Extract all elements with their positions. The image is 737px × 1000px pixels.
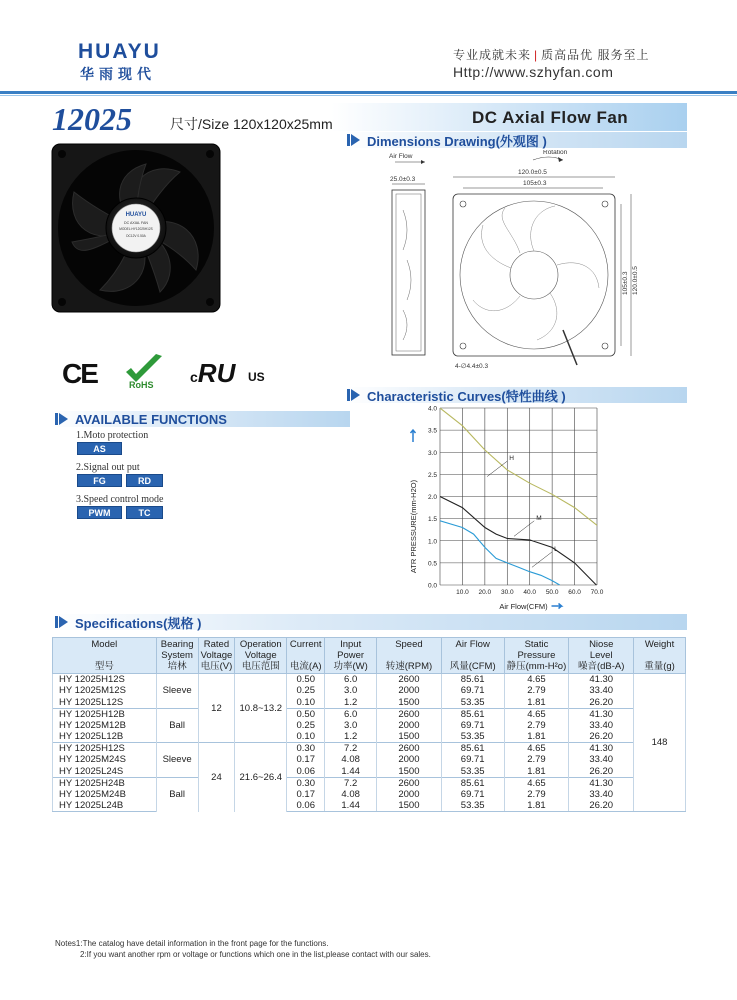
table-cell: 0.30 bbox=[287, 743, 325, 755]
y-tick-label: 0.5 bbox=[427, 560, 437, 568]
section-arrow-icon bbox=[55, 412, 69, 426]
table-cell: 69.71 bbox=[441, 685, 504, 697]
table-header-row bbox=[53, 638, 686, 674]
product-type: DC Axial Flow Fan bbox=[472, 108, 629, 127]
width-outer-label: 120.0±0.5 bbox=[518, 169, 547, 176]
y-tick-label: 2.0 bbox=[427, 494, 437, 501]
table-cell: 12 bbox=[198, 674, 235, 743]
functions-title: AVAILABLE FUNCTIONS bbox=[75, 411, 227, 427]
table-cell: 33.40 bbox=[569, 789, 634, 801]
badge-pwm: PWM bbox=[77, 506, 122, 519]
header-line: 培林 bbox=[167, 661, 187, 672]
specifications-table bbox=[52, 637, 686, 812]
header-line: 噪音(dB-A) bbox=[577, 661, 625, 672]
table-row bbox=[53, 789, 686, 801]
table-cell: 33.40 bbox=[569, 754, 634, 766]
brand-logo-en: HUAYU bbox=[78, 40, 161, 63]
x-tick-label: 70.0 bbox=[590, 589, 604, 596]
model-number: 12025 bbox=[52, 101, 132, 137]
table-cell: 26.20 bbox=[569, 766, 634, 778]
table-cell: HY 12025H12S bbox=[53, 743, 157, 755]
table-cell: 1.2 bbox=[325, 697, 377, 709]
table-cell: HY 12025M24B bbox=[53, 789, 157, 801]
series-label-leader bbox=[514, 521, 534, 536]
height-hole-label: 105±0.3 bbox=[622, 271, 629, 295]
air-flow-label: Air Flow bbox=[389, 153, 413, 160]
table-header-cell bbox=[156, 638, 198, 674]
table-cell: 3.0 bbox=[325, 720, 377, 732]
header-line: Model bbox=[91, 639, 118, 650]
header-line: 重量(g) bbox=[644, 661, 675, 672]
table-cell: HY 12025L12B bbox=[53, 731, 157, 743]
table-header-cell bbox=[377, 638, 442, 674]
header-line: Input bbox=[340, 639, 362, 650]
table-cell: 2000 bbox=[377, 720, 442, 732]
y-tick-label: 3.5 bbox=[427, 427, 437, 435]
website-link[interactable]: Http://www.szhyfan.com bbox=[453, 64, 614, 80]
table-cell: Ball bbox=[156, 777, 198, 812]
specs-title: Specifications(规格 ) bbox=[75, 615, 202, 631]
table-cell: 2.79 bbox=[504, 789, 569, 801]
header-line: Bearing bbox=[160, 639, 194, 650]
header-line: 转速(RPM) bbox=[385, 661, 433, 672]
header-line bbox=[379, 650, 439, 661]
header-line bbox=[55, 650, 154, 661]
y-tick-label: 4.0 bbox=[427, 405, 437, 413]
header-rule bbox=[0, 91, 737, 94]
badge-rd: RD bbox=[126, 474, 163, 487]
table-cell: 2000 bbox=[377, 685, 442, 697]
section-arrow-icon bbox=[347, 388, 361, 402]
rohs-label: RoHS bbox=[129, 380, 154, 390]
table-cell: 0.50 bbox=[287, 674, 325, 686]
table-cell: 1500 bbox=[377, 697, 442, 709]
table-cell: HY 12025L12S bbox=[53, 697, 157, 709]
table-cell: Sleeve bbox=[156, 674, 198, 709]
table-header-cell bbox=[504, 638, 569, 674]
table-cell: HY 12025H12S bbox=[53, 674, 157, 686]
series-line-L bbox=[440, 521, 560, 585]
table-cell: 148 bbox=[634, 674, 686, 812]
x-axis-label: Air Flow(CFM) bbox=[499, 602, 548, 611]
depth-label: 25.0±0.3 bbox=[390, 176, 416, 183]
table-cell: 1.44 bbox=[325, 800, 377, 812]
table-row bbox=[53, 697, 686, 709]
fan-photo bbox=[50, 142, 222, 314]
table-row bbox=[53, 708, 686, 720]
function-item-label: 1.Moto protection bbox=[76, 430, 149, 441]
header-line: 功率(W) bbox=[333, 661, 368, 672]
table-cell: 6.0 bbox=[325, 674, 377, 686]
dimensions-heading bbox=[347, 131, 547, 149]
header-line bbox=[289, 650, 322, 661]
table-cell: 4.65 bbox=[504, 674, 569, 686]
ul-c: c bbox=[190, 369, 198, 385]
note-2: 2:If you want another rpm or voltage or functions which one in the list,please contact with our sales. bbox=[80, 950, 431, 959]
table-cell: Ball bbox=[156, 708, 198, 743]
height-outer-label: 120.0±0.5 bbox=[632, 266, 639, 295]
header-line: System bbox=[161, 650, 193, 661]
table-cell: HY 12025M12S bbox=[53, 685, 157, 697]
table-cell: 1.81 bbox=[504, 697, 569, 709]
table-cell: 0.50 bbox=[287, 708, 325, 720]
header-line: Air Flow bbox=[455, 639, 490, 650]
notes bbox=[55, 938, 431, 960]
fan-label-line4: DC12V 0.50A bbox=[126, 234, 146, 238]
x-tick-label: 50.0 bbox=[545, 589, 559, 596]
table-cell: 53.35 bbox=[441, 766, 504, 778]
table-cell: 7.2 bbox=[325, 743, 377, 755]
header-line: 型号 bbox=[94, 661, 114, 672]
table-cell: 33.40 bbox=[569, 720, 634, 732]
table-cell: 24 bbox=[198, 743, 235, 812]
table-cell: 33.40 bbox=[569, 685, 634, 697]
function-item-label: 2.Signal out put bbox=[76, 462, 140, 473]
table-row bbox=[53, 777, 686, 789]
table-cell: 1500 bbox=[377, 731, 442, 743]
table-cell: 53.35 bbox=[441, 731, 504, 743]
table-cell: 53.35 bbox=[441, 697, 504, 709]
characteristic-chart bbox=[400, 400, 630, 625]
slogan-part1: 专业成就未来 bbox=[453, 48, 532, 62]
table-cell: 69.71 bbox=[441, 754, 504, 766]
table-header-cell bbox=[569, 638, 634, 674]
section-arrow-icon bbox=[347, 133, 361, 147]
rotation-label: Rotation bbox=[543, 150, 568, 156]
y-tick-label: 3.0 bbox=[427, 449, 437, 457]
table-header-cell bbox=[198, 638, 235, 674]
table-cell: 21.6~26.4 bbox=[235, 743, 287, 812]
x-tick-label: 60.0 bbox=[568, 589, 581, 596]
functions-heading bbox=[55, 410, 227, 428]
table-cell: 6.0 bbox=[325, 708, 377, 720]
table-cell: 1.2 bbox=[325, 731, 377, 743]
table-cell: 2600 bbox=[377, 743, 442, 755]
table-cell: 26.20 bbox=[569, 800, 634, 812]
page-header bbox=[0, 0, 737, 92]
table-cell: 1500 bbox=[377, 766, 442, 778]
table-cell: 2600 bbox=[377, 674, 442, 686]
table-row bbox=[53, 720, 686, 732]
table-cell: 7.2 bbox=[325, 777, 377, 789]
table-cell: 2600 bbox=[377, 708, 442, 720]
table-cell: HY 12025H24B bbox=[53, 777, 157, 789]
header-line: Rated bbox=[203, 639, 230, 650]
badge-as: AS bbox=[77, 442, 122, 455]
dimensions-title: Dimensions Drawing(外观图 ) bbox=[367, 133, 547, 149]
header-line: Speed bbox=[395, 639, 423, 650]
table-cell: 1.81 bbox=[504, 800, 569, 812]
table-cell: 2000 bbox=[377, 754, 442, 766]
table-cell: HY 12025H12B bbox=[53, 708, 157, 720]
series-label-M: M bbox=[536, 514, 542, 522]
table-cell: 4.65 bbox=[504, 743, 569, 755]
table-cell: 1.44 bbox=[325, 766, 377, 778]
table-row bbox=[53, 766, 686, 778]
brand-logo-cn: 华雨现代 bbox=[80, 66, 156, 82]
x-tick-label: 20.0 bbox=[478, 589, 492, 596]
table-cell: Sleeve bbox=[156, 743, 198, 778]
x-tick-label: 30.0 bbox=[500, 589, 514, 596]
table-header-cell bbox=[325, 638, 377, 674]
table-cell: 0.06 bbox=[287, 766, 325, 778]
section-arrow-icon bbox=[55, 615, 69, 629]
header-line: Pressure bbox=[517, 650, 556, 661]
table-cell: 41.30 bbox=[569, 708, 634, 720]
header-line: Level bbox=[589, 650, 613, 661]
width-hole-label: 105±0.3 bbox=[523, 180, 547, 187]
header-line: Niose bbox=[589, 639, 614, 650]
table-cell: HY 12025M24S bbox=[53, 754, 157, 766]
table-cell: 10.8~13.2 bbox=[235, 674, 287, 743]
table-cell: HY 12025L24B bbox=[53, 800, 157, 812]
table-cell: 85.61 bbox=[441, 708, 504, 720]
table-cell: 2600 bbox=[377, 777, 442, 789]
table-row bbox=[53, 800, 686, 812]
slogan bbox=[453, 46, 649, 63]
table-cell: 26.20 bbox=[569, 697, 634, 709]
ul-ru: RU bbox=[197, 358, 236, 388]
table-cell: HY 12025L24S bbox=[53, 766, 157, 778]
y-axis-label: ATR PRESSURE(mm-H2O) bbox=[409, 479, 418, 574]
size-text: 尺寸/Size 120x120x25mm bbox=[170, 116, 333, 132]
series-label-H: H bbox=[509, 455, 514, 463]
series-label-leader bbox=[532, 552, 552, 567]
table-cell: 69.71 bbox=[441, 720, 504, 732]
table-cell: 85.61 bbox=[441, 743, 504, 755]
ce-mark: CE bbox=[62, 358, 97, 389]
table-cell: 2.79 bbox=[504, 754, 569, 766]
table-cell: 2000 bbox=[377, 789, 442, 801]
curves-title: Characteristic Curves(特性曲线 ) bbox=[367, 388, 566, 404]
table-row bbox=[53, 685, 686, 697]
table-cell: 53.35 bbox=[441, 800, 504, 812]
header-line: Operation bbox=[239, 639, 282, 650]
x-tick-label: 40.0 bbox=[523, 589, 537, 596]
table-cell: 0.10 bbox=[287, 697, 325, 709]
table-row bbox=[53, 743, 686, 755]
table-header-cell bbox=[634, 638, 686, 674]
certifications bbox=[62, 352, 272, 396]
fan-label-brand: HUAYU bbox=[125, 212, 147, 218]
table-row bbox=[53, 674, 686, 686]
y-tick-label: 1.0 bbox=[427, 538, 437, 546]
table-cell: 1500 bbox=[377, 800, 442, 812]
slogan-part2: 质高品优 服务至上 bbox=[541, 48, 650, 62]
header-line: 电压(V) bbox=[200, 661, 233, 672]
table-cell: 4.65 bbox=[504, 777, 569, 789]
table-cell: HY 12025M12B bbox=[53, 720, 157, 732]
y-tick-label: 0.0 bbox=[427, 582, 437, 590]
header-line: Voltage bbox=[244, 650, 277, 661]
header-rule-thin bbox=[0, 95, 737, 96]
x-tick-label: 10.0 bbox=[456, 589, 469, 596]
table-cell: 0.17 bbox=[287, 754, 325, 766]
header-line: 电压范围 bbox=[241, 661, 280, 672]
table-cell: 3.0 bbox=[325, 685, 377, 697]
table-cell: 1.81 bbox=[504, 766, 569, 778]
specs-heading bbox=[55, 613, 201, 631]
table-cell: 0.06 bbox=[287, 800, 325, 812]
table-cell: 0.17 bbox=[287, 789, 325, 801]
header-line: 风量(CFM) bbox=[449, 661, 496, 672]
table-header-cell bbox=[287, 638, 325, 674]
header-line: 电流(A) bbox=[289, 661, 322, 672]
dimensions-drawing bbox=[385, 150, 650, 375]
y-tick-label: 2.5 bbox=[427, 471, 437, 479]
fan-label-line3: MODEL:HY12025H12S bbox=[119, 227, 153, 231]
header-line bbox=[636, 650, 683, 661]
table-cell: 26.20 bbox=[569, 731, 634, 743]
table-cell: 0.10 bbox=[287, 731, 325, 743]
table-cell: 41.30 bbox=[569, 777, 634, 789]
header-line: 静压(mm-H²o) bbox=[506, 661, 567, 672]
table-cell: 4.08 bbox=[325, 754, 377, 766]
table-cell: 85.61 bbox=[441, 777, 504, 789]
table-cell: 41.30 bbox=[569, 743, 634, 755]
table-cell: 41.30 bbox=[569, 674, 634, 686]
series-label-L: L bbox=[554, 545, 558, 553]
table-row bbox=[53, 731, 686, 743]
y-axis-arrow-icon bbox=[411, 430, 416, 442]
function-item-label: 3.Speed control mode bbox=[76, 494, 164, 505]
badge-fg: FG bbox=[77, 474, 122, 487]
table-cell: 0.25 bbox=[287, 720, 325, 732]
table-header-cell bbox=[441, 638, 504, 674]
note-1: Notes1:The catalog have detail information in the front page for the functions. bbox=[55, 939, 329, 948]
header-line: Weight bbox=[644, 639, 675, 650]
table-header-cell bbox=[235, 638, 287, 674]
table-cell: 1.81 bbox=[504, 731, 569, 743]
ul-us: US bbox=[248, 370, 265, 384]
badge-tc: TC bbox=[126, 506, 163, 519]
header-line: Current bbox=[289, 639, 322, 650]
header-line: Power bbox=[337, 650, 365, 661]
table-cell: 2.79 bbox=[504, 720, 569, 732]
table-cell: 85.61 bbox=[441, 674, 504, 686]
table-cell: 0.25 bbox=[287, 685, 325, 697]
ul-mark bbox=[190, 358, 235, 389]
table-cell: 4.65 bbox=[504, 708, 569, 720]
x-axis-arrow-icon bbox=[552, 604, 562, 609]
table-cell: 69.71 bbox=[441, 789, 504, 801]
table-cell: 4.08 bbox=[325, 789, 377, 801]
table-cell: 0.30 bbox=[287, 777, 325, 789]
header-line: Voltage bbox=[200, 650, 233, 661]
table-row bbox=[53, 754, 686, 766]
slogan-separator: | bbox=[534, 48, 539, 62]
hole-label: 4-∅4.4±0.3 bbox=[455, 363, 489, 370]
fan-label-line2: DC AXIAL FAN bbox=[123, 221, 149, 225]
y-tick-label: 1.5 bbox=[427, 516, 437, 524]
table-header-cell bbox=[53, 638, 157, 674]
header-line: Static bbox=[524, 639, 549, 650]
table-cell: 2.79 bbox=[504, 685, 569, 697]
header-line bbox=[444, 650, 502, 661]
